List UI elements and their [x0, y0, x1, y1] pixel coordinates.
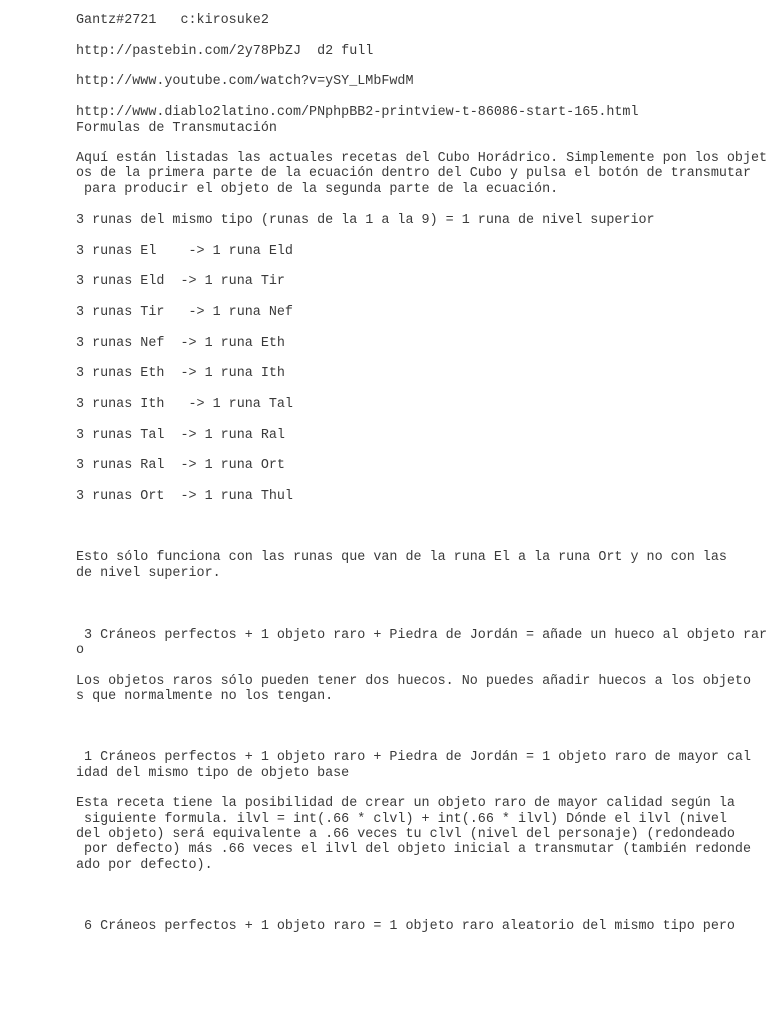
rune-recipe-line: 3 runas Eld -> 1 runa Tir: [76, 274, 285, 289]
socket-note-line: Los objetos raros sólo pueden tener dos huecos. No puedes añadir huecos a los objeto: [76, 674, 751, 689]
rune-recipe-line: 3 runas Tal -> 1 runa Ral: [76, 428, 285, 443]
rune-recipe-line: 3 runas Ith -> 1 runa Tal: [76, 397, 293, 412]
rune-recipe-summary: 3 runas del mismo tipo (runas de la 1 a la 9) = 1 runa de nivel superior: [76, 213, 655, 228]
upgrade-note-line: siguiente formula. ilvl = int(.66 * clvl) + int(.66 * ilvl) Dónde el ilvl (nivel: [76, 812, 727, 827]
random-rare-recipe-line: 6 Cráneos perfectos + 1 objeto raro = 1 objeto raro aleatorio del mismo tipo pero: [76, 919, 735, 934]
upgrade-note-line: ado por defecto).: [76, 858, 213, 873]
rune-note-line: de nivel superior.: [76, 566, 221, 581]
upgrade-recipe-line: idad del mismo tipo de objeto base: [76, 766, 350, 781]
rune-recipe-line: 3 runas Nef -> 1 runa Eth: [76, 336, 285, 351]
rune-recipe-line: 3 runas Ort -> 1 runa Thul: [76, 489, 293, 504]
intro-paragraph-line: para producir el objeto de la segunda parte de la ecuación.: [76, 182, 559, 197]
upgrade-note-line: por defecto) más .66 veces el ilvl del objeto inicial a transmutar (también redonde: [76, 842, 751, 857]
rune-note-line: Esto sólo funciona con las runas que van de la runa El a la runa Ort y no con las: [76, 550, 727, 565]
intro-paragraph-line: Aquí están listadas las actuales recetas del Cubo Horádrico. Simplemente pon los objet: [76, 151, 768, 166]
pastebin-link[interactable]: http://pastebin.com/2y78PbZJ d2 full: [76, 44, 374, 59]
forum-link[interactable]: http://www.diablo2latino.com/PNphpBB2-printview-t-86086-start-165.html: [76, 105, 639, 120]
section-title: Formulas de Transmutación: [76, 121, 277, 136]
upgrade-recipe-line: 1 Cráneos perfectos + 1 objeto raro + Piedra de Jordán = 1 objeto raro de mayor cal: [76, 750, 751, 765]
socket-note-line: s que normalmente no los tengan.: [76, 689, 334, 704]
intro-paragraph-line: os de la primera parte de la ecuación dentro del Cubo y pulsa el botón de transmutar: [76, 166, 751, 181]
socket-recipe-line: o: [76, 643, 85, 658]
rune-recipe-line: 3 runas Tir -> 1 runa Nef: [76, 305, 293, 320]
rune-recipe-line: 3 runas Eth -> 1 runa Ith: [76, 366, 285, 381]
youtube-link[interactable]: http://www.youtube.com/watch?v=ySY_LMbFwdM: [76, 74, 414, 89]
socket-recipe-line: 3 Cráneos perfectos + 1 objeto raro + Piedra de Jordán = añade un hueco al objeto rar: [76, 628, 768, 643]
upgrade-note-line: Esta receta tiene la posibilidad de crear un objeto raro de mayor calidad según la: [76, 796, 735, 811]
rune-recipe-line: 3 runas Ral -> 1 runa Ort: [76, 458, 285, 473]
upgrade-note-line: del objeto) será equivalente a .66 veces tu clvl (nivel del personaje) (redondeado: [76, 827, 735, 842]
rune-recipe-line: 3 runas El -> 1 runa Eld: [76, 244, 293, 259]
discord-contact-line: Gantz#2721 c:kirosuke2: [76, 13, 269, 28]
